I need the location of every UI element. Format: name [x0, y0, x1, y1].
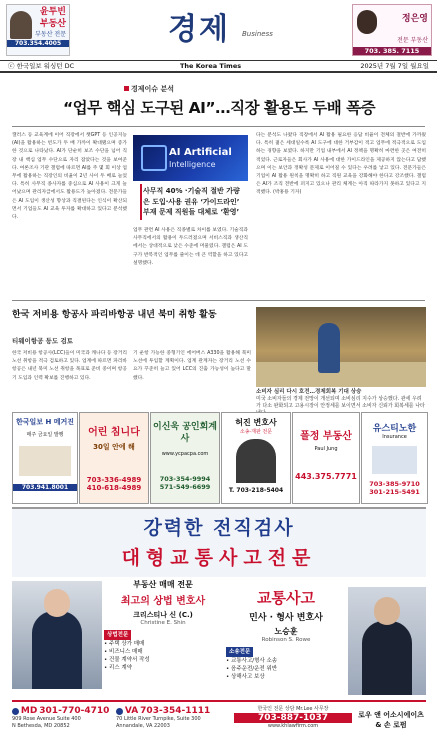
phone-icon — [12, 708, 19, 715]
produce-shelf — [256, 362, 426, 387]
ad-cpa[interactable]: 이신욱 공인회계사 www.ycpacpa.com 703-354-9994 571-549-6699 — [150, 412, 220, 504]
grocery-photo — [256, 307, 426, 387]
firm-logo[interactable]: 로우 앤 어소시에이츠 & 손 로펌 — [358, 711, 424, 729]
ad-lawyer-heo[interactable]: 허진 변호사 소송·재판 전문 T. 703-218-5404 — [221, 412, 291, 504]
lawyer-photo-left — [12, 581, 102, 689]
magazine-cover — [19, 446, 71, 476]
masthead — [0, 0, 437, 58]
ad-paul-jung[interactable]: 폴정 부동산 Paul Jung 443.375.7771 — [292, 412, 360, 504]
story-headline[interactable]: 한국 저비용 항공사 파리바항공 내년 북미 취항 활동 — [12, 310, 217, 320]
paper-name: The Korea Times — [180, 62, 242, 70]
divider — [12, 126, 425, 127]
lawyer-left-info: 부동산 매매 전문 최고의 상법 변호사 크리스티나 신 (C.) Christine E. Shin 상법전문 • 주택 상가 매매 • 비즈니스 매매 • 건물 계약서 작성 • 리스 계약 — [104, 580, 206, 671]
article-column: 기 운항 가능한 중형기인 에어버스 A330을 활용해 북미 노선에 투입할 계획이다. 업계 관계자는 장거리 노선 수요가 꾸준히 늘고 있어 LCC의 진출 가능성이 높다고 말했다. — [133, 351, 251, 381]
ad-weight-loss[interactable]: 어린 침니다 30일 안에 해 703-336-4989 410-618-4989 — [79, 412, 149, 504]
ad-left-phone: 703.354.4005 — [7, 40, 69, 47]
law-banner[interactable] — [12, 507, 426, 577]
chip-icon — [141, 145, 167, 171]
ad-footer — [12, 700, 426, 752]
ad-right-phone: 703. 385. 7115 — [353, 47, 431, 55]
ad-left-sub: 부동산 전문 — [35, 31, 66, 38]
lawyer-photo — [236, 439, 276, 483]
ad-realtor-left[interactable] — [6, 4, 70, 56]
kicker: 경제이슈 분석 — [131, 85, 175, 93]
image-subtitle: Intelligence — [169, 160, 216, 169]
banner-line1: 강력한 전직검사 — [143, 517, 295, 539]
lawyer-photo-right — [348, 587, 426, 695]
agent-photo — [10, 11, 32, 39]
office-contact[interactable]: 한국인 전문 상담 Mr.Lee 사무장 703-887-1037 www.khlawfirm.com — [234, 706, 352, 750]
ad-left-name: 윤투빈 — [39, 7, 66, 17]
caption-text: 미국 소비자들의 경제 전망이 개선되며 소비심리 지수가 상승했다. 관세 우려가 다소 완화되고 고용시장이 안정세를 보이면서 소비자 신뢰가 회복세를 나타 — [256, 396, 425, 409]
ai-illustration — [133, 135, 248, 181]
pull-quote: 사무직 40% ·기술직 절반 가량은 도입·사용 권유 ‘가이드라인’ 부재 문제 직원들 대체로 ‘환영’ — [143, 187, 240, 216]
office-md[interactable]: MD 301-770-4710 909 Rose Avenue Suite 400 N Bethesda, MD 20852 — [12, 706, 110, 729]
ad-insurance[interactable]: 유스티노한 Insurance 703-385-9710 301-215-5491 — [361, 412, 428, 504]
section-title: 경제 — [168, 12, 230, 47]
article-column: 캘러스 등 교육계에 이어 직장에서 챗GPT 등 인공지능(AI)을 활용하는 빈도가 두 배 가까이 확대됐으며 증가한 것으로 나타났다. AI가 단순히 보조 수단을 넘어 직장 내 핵심 업무 수단으로 자리 잡았다는 것을 보여준다. 여론조사 기관 갤럽에 따르면 AI를 주 몇 회 이상 업무에 활용하는 직장인의 비율이 2년 사이 두 배로 늘었다. 특히 사무직 종사자를 중심으로 AI 사용이 크게 늘어났으며 관리자급에서도 활용도가 높아졌다. 전문가들은 AI 도입이 생산성 향상과 직결된다는 인식이 확산되면서 기업들도 AI 교육 투자를 확대하고 있다고 분석했다. — [12, 133, 127, 221]
article-column: 다는 분석도 나왔다 직장에서 AI 활용 필요한 응답 비율이 전체의 절반에 가까웠다. 특히 젊은 세대일수록 AI 도구에 대한 거부감이 적고 업무에 적극적으로 도입하는 경향을 보였다. 하지만 기업 내부에서 AI 정책을 명확히 마련한 곳은 여전히 적었다. 근로자들은 회사가 AI 사용에 대한 가이드라인을 제공하지 않는다고 답했으며 이는 보안과 정확성 문제로 이어질 수 있다는 우려를 낳고 있다. 전문가들은 기업이 AI 활용 원칙을 명확히 하고 직원 교육을 강화해야 한다고 강조했다. 갤럽은 AI가 조직 전반에 퍼지고 있으나 관리 체계는 아직 따라가지 못하고 있다고 지적했다. (박홍용 기자) — [256, 133, 426, 196]
divider — [12, 300, 425, 301]
caption-title: 소비자 심리 다시 호전…경제회복 기대 상승 — [256, 389, 362, 395]
feature-headline[interactable]: “업무 핵심 도구된 AI”…직장 활용도 두배 폭증 — [62, 99, 376, 117]
lawyer-right-info: 교통사고 민사 · 형사 변호사 노승훈 Robinson S. Rowe 소송전문 • 교통사고/형사 소송 • 음주운전/운전 위반 • 상해사고 보상 — [226, 589, 323, 680]
banner-line2: 대형교통사고전문 — [121, 547, 317, 569]
dateline-bar — [0, 60, 437, 73]
lawyer-panel[interactable] — [12, 577, 426, 697]
insurance-logos — [372, 446, 417, 474]
issue-date: 2025년 7월 7일 월요일 — [360, 62, 429, 70]
ad-realtor-right[interactable] — [352, 4, 432, 56]
shopper — [318, 323, 340, 373]
article-column: 한국 저비용 항공사(LCC)들이 미국과 캐나다 등 장거리 노선 취항을 적극 검토하고 있다. 업계에 따르면 파리바항공은 내년 북미 노선 취항을 목표로 준비 중이며 항공기 도입과 인력 확보를 진행하고 있다. — [12, 351, 127, 381]
ad-left-name2: 부동산 — [39, 19, 66, 29]
publisher: ⓒ 한국일보 워싱턴 DC — [8, 62, 75, 70]
office-va[interactable]: VA 703-354-1111 70 Little River Turnpike, Suite 300 Annandale, VA 22003 — [116, 706, 211, 729]
phone-icon — [116, 708, 123, 715]
pull-quote-bar — [140, 184, 142, 220]
section-title-en: Business — [242, 30, 273, 38]
ad-magazine[interactable]: 한국일보 H 메거진 매주 금요일 발행 703.941.8001 — [12, 412, 78, 504]
agent-photo — [357, 10, 377, 34]
image-title: AI Artificial — [169, 147, 232, 158]
section-logo — [150, 2, 290, 46]
kicker-marker — [124, 86, 129, 91]
article-column: 업무 관련 AI 사용은 직종별로 차이를 보였다. 기술직과 사무직에서의 활용이 두드러졌으며 서비스직과 생산직에서는 상대적으로 낮은 수준에 머물렀다. 갤럽은 AI 도구가 반복적인 업무를 줄이는 데 큰 역할을 하고 있다고 설명했다. — [133, 228, 248, 266]
story-subhead: 티웨이항공 등도 검토 — [12, 337, 74, 345]
ad-right-name: 정은영 — [401, 14, 428, 24]
ad-right-sub: 전문 부동산 — [397, 37, 428, 44]
